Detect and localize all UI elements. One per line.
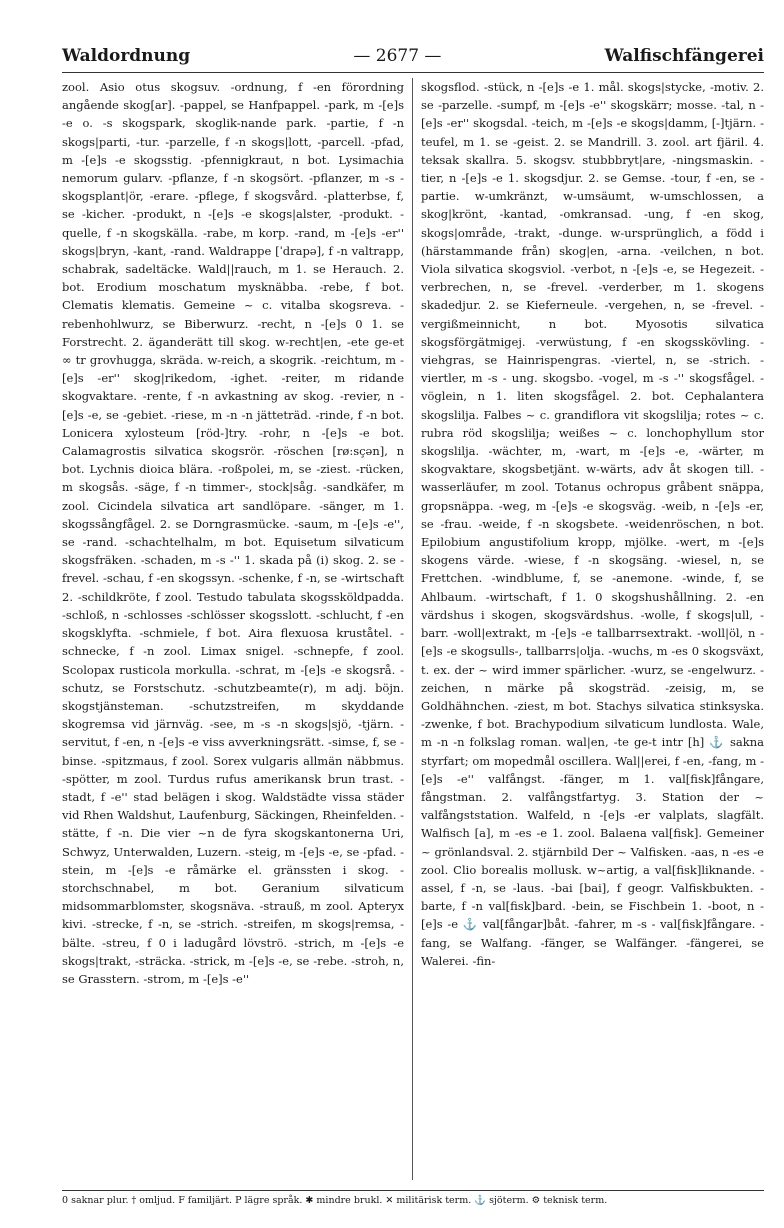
page-number: — 2677 — bbox=[353, 46, 442, 66]
right-column bbox=[413, 78, 764, 1180]
abbreviation-legend: 0 saknar plur. † omljud. F familjärt. P lägre språk. ✱ mindre brukl. ✕ militärisk term. ⚓ sjöterm. ⚙ teknisk term. bbox=[62, 1190, 764, 1213]
right-column-text: skogsflod. -stück, n -[e]s -e 1. mål. skogs|stycke, -motiv. 2. se -parzelle. -sumpf, m -[e]s -e'' skogskärr; mosse. -tal, n -[e]s -er'' skogsdal. -teich, m -[e]s -e skogs|damm, [-]tjärn. -teufel, m 1. se -geist. 2. se Mandrill. 3. zool. art fjäril. 4. teksak skallra. 5. skogsv. stubbbryt|are, -ningsmaskin. -tier, n -[e]s -e 1. skogsdjur. 2. se Gemse. -tour, f -en, se -partie. w-umkränzt, w-umsäumt, w-umschlossen, a skog|krönt, -kantad, -omkransad. -ung, f -en skog, skogs|område, -trakt, -dunge. w-ursprünglich, a född i (härstammande från) skog|en, -arna. -veilchen, n bot. Viola silvatica skogsviol. -verbot, n -[e]s -e, se Hegezeit. -verbrechen, n, se -frevel. -verderber, m 1. skogens skadedjur. 2. se Kieferneule. -vergehen, n, se -frevel. -vergißmeinnicht, n bot. Myosotis silvatica skogsförgätmigej. -verwüstung, f -en skogsskövling. -viehgras, se Hainrispengras. -viertel, n, se -strich. -viertler, m -s - ung. skogsbo. -vogel, m -s -'' skogsfågel. -vöglein, n 1. liten skogsfågel. 2. bot. Cephalantera skogslilja. Falbes ~ c. grandiflora vit skogslilja; rotes ~ c. rubra röd skogslilja; weißes ~ c. lonchophyllum stor skogslilja. -wächter, m, -wart, m -[e]s -e, -wärter, m skogvaktare, skogsbetjänt. w-wärts, adv åt skogen till. -wasserläufer, m zool. Totanus ochropus gråbent snäppa, gropsnäppa. -weg, m -[e]s -e skogsväg. -weib, n -[e]s -er, se -frau. -weide, f -n skogsbete. -weidenröschen, n bot. Epilobium angustifolium kropp, mjölke. -wert, m -[e]s skogens värde. -wiese, f -n skogsäng. -wiesel, n, se Frettchen. -windblume, f, se -anemone. -winde, f, se Ahlbaum. -wirtschaft, f 1. 0 skogshushållning. 2. -en värdshus i skogen, skogsvärdshus. -wolle, f skogs|ull, -barr. -woll|extrakt, m -[e]s -e tallbarrsextrakt. -woll|öl, n -[e]s -e skogsulls-, tallbarrs|olja. -wuchs, m -es 0 skogsväxt, t. ex. der ~ wird immer spärlicher. -wurz, se -engelwurz. -zeichen, n märke på skogsträd. -zeisig, m, se Goldhähnchen. -ziest, m bot. Stachys silvatica stinksyska. -zwenke, f bot. Brachypodium silvaticum lundlosta. Wale, m -n -n folkslag roman. wal|en, -te ge-t intr [h] ⚓ sakna styrfart; om mopedmål oscillera. Wal||erei, f -en, -fang, m -[e]s -e'' valfångst. -fänger, m 1. val[fisk]fångare, fångstman. 2. valfångstfartyg. 3. Station der ~ valfångststation. Walfeld, n -[e]s -er valplats, slagfält. Walfisch [a], m -es -e 1. zool. Balaena val[fisk]. Gemeiner ~ grönlandsval. 2. stjärnbild Der ~ Valfisken. -aas, n -es -e zool. Clio borealis mollusk. w~artig, a val[fisk]liknande. -assel, f -n, se -laus. -bai [bai], f geogr. Valfiskbukten. -barte, f -n val[fisk]bard. -bein, se Fischbein 1. -boot, n -[e]s -e ⚓ val[fångar]båt. -fahrer, m -s - val[fisk]fångare. -fang, se Walfang. -fänger, se Walfänger. -fängerei, se Walerei. -fin- bbox=[421, 80, 764, 968]
left-column-text: zool. Asio otus skogsuv. -ordnung, f -en förordning angående skog[ar]. -pappel, se Hanfpappel. -park, m -[e]s -e o. -s skogspark, skoglik-nande park. -partie, f -n skogs|parti, -tur. -parzelle, f -n skogs|lott, -parcell. -pfad, m -[e]s -e skogsstig. -pfennigkraut, n bot. Lysimachia nemorum gularv. -pflanze, f -n skogsört. -pflanzer, m -s - skogsplant|ör, -erare. -pflege, f skogsvård. -platterbse, f, se -kicher. -produkt, n -[e]s -e skogs|alster, -produkt. -quelle, f -n skogskälla. -rabe, m korp. -rand, m -[e]s -er'' skogs|bryn, -kant, -rand. Waldrappe [ˈdrapə], f -n valtrapp, schabrak, sadeltäcke. Wald||rauch, m 1. se Herauch. 2. bot. Erodium moschatum mysknäbba. -rebe, f bot. Clematis klematis. Gemeine ~ c. vitalba skogsreva. -rebenhohlwurz, se Biberwurz. -recht, n -[e]s 0 1. se Forstrecht. 2. äganderätt till skog. w-recht|en, -ete ge-et ∞ tr grovhugga, skräda. w-reich, a skogrik. -reichtum, m -[e]s -er'' skog|rikedom, -ighet. -reiter, m ridande skogvaktare. -rente, f -n avkastning av skog. -revier, n -[e]s -e, se -gebiet. -riese, m -n -n jätteträd. -rinde, f -n bot. Lonicera xylosteum [röd-]try. -rohr, n -[e]s -e bot. Calamagrostis silvatica skogsrör. -röschen [rø:sçən], n bot. Lychnis dioica blära. -roßpolei, m, se -ziest. -rücken, m skogsås. -säge, f -n timmer-, stock|såg. -sandkäfer, m zool. Cicindela silvatica art sandlöpare. -sänger, m 1. skogssångfågel. 2. se Dorngrasmücke. -saum, m -[e]s -e'', se -rand. -schachtelhalm, m bot. Equisetum silvaticum skogsfräken. -schaden, m -s -'' 1. skada på (i) skog. 2. se -frevel. -schau, f -en skogssyn. -schenke, f -n, se -wirtschaft 2. -schildkröte, f zool. Testudo tabulata skogssköldpadda. -schloß, n -schlosses -schlösser skogsslott. -schlucht, f -en skogsklyfta. -schmiele, f bot. Aira flexuosa kruståtel. -schnecke, f -n zool. Limax snigel. -schnepfe, f zool. Scolopax rusticola morkulla. -schrat, m -[e]s -e skogsrå. -schutz, se Forstschutz. -schutzbeamte(r), m adj. böjn. skogstjänsteman. -schutzstreifen, m skyddande skogremsa vid järnväg. -see, m -s -n skogs|sjö, -tjärn. -servitut, f -en, n -[e]s -e viss avverkningsrätt. -simse, f, se -binse. -spitzmaus, f zool. Sorex vulgaris allmän näbbmus. -spötter, m zool. Turdus rufus amerikansk brun trast. -stadt, f -e'' stad belägen i skog. Waldstädte vissa städer vid Rhen Waldshut, Laufenburg, Säckingen, Rheinfelden. -stätte, f -n. Die vier ~n de fyra skogskantonerna Uri, Schwyz, Unterwalden, Luzern. -steig, m -[e]s -e, se -pfad. -stein, m -[e]s -e råmärke el. gränssten i skog. -storchschnabel, m bot. Geranium silvaticum midsommarblomster, skogsnäva. -strauß, m zool. Apteryx kivi. -strecke, f -n, se -strich. -streifen, m skogs|remsa, -bälte. -streu, f 0 i ladugård lövströ. -strich, m -[e]s -e skogs|trakt, -sträcka. -strick, m -[e]s -e, se -rebe. -stroh, n, se Grasstern. -strom, m -[e]s -e'' bbox=[62, 80, 404, 986]
dictionary-body bbox=[62, 78, 764, 1180]
left-column bbox=[62, 78, 413, 1180]
header-left-word: Waldordnung bbox=[62, 46, 191, 66]
page-header bbox=[62, 46, 764, 73]
header-right-word: Walfischfängerei bbox=[604, 46, 764, 66]
